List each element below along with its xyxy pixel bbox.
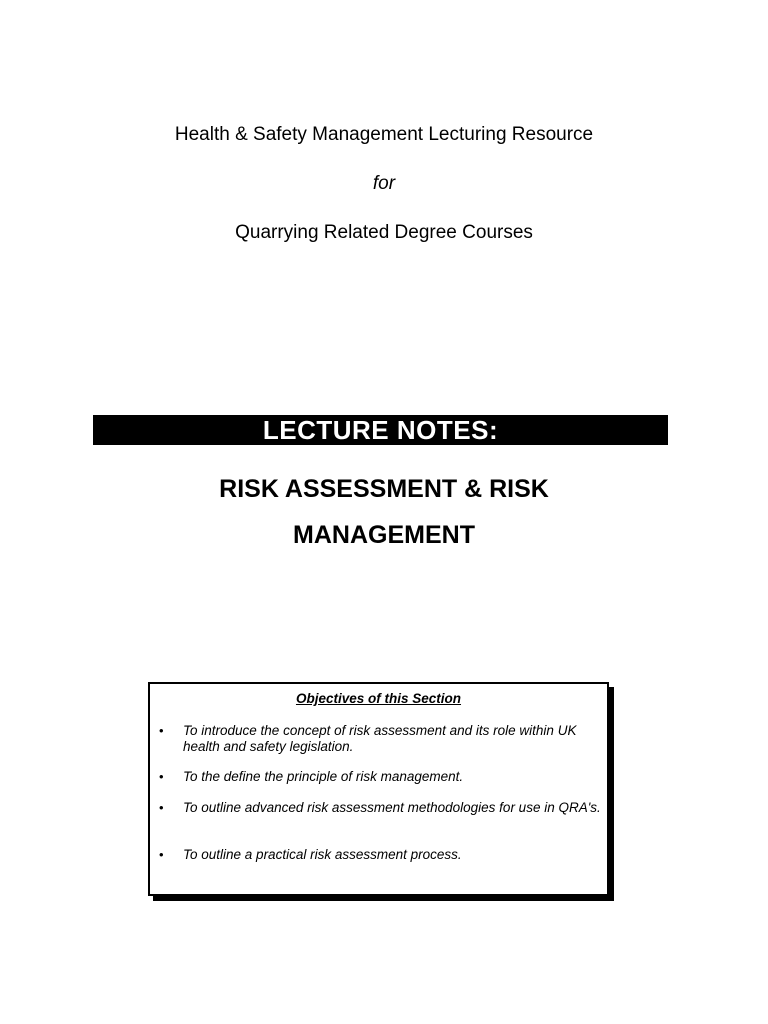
resource-title: Health & Safety Management Lecturing Resource [174, 124, 594, 145]
objectives-box [148, 682, 609, 896]
document-title-line-2: MANAGEMENT [293, 521, 475, 549]
objective-text: To introduce the concept of risk assessment and its role within UK health and safety legislation. [183, 723, 577, 754]
document-title-line-1: RISK ASSESSMENT & RISK [219, 475, 549, 503]
bullet-icon: • [159, 847, 164, 862]
lecture-notes-banner: LECTURE NOTES: [93, 415, 668, 445]
objective-text: To outline a practical risk assessment process. [183, 847, 462, 862]
objective-text: To the define the principle of risk management. [183, 769, 464, 784]
objectives-heading: Objectives of this Section [295, 691, 462, 706]
objective-text: To outline advanced risk assessment methodologies for use in QRA's. [183, 800, 601, 815]
bullet-icon: • [159, 800, 164, 815]
bullet-icon: • [159, 723, 164, 738]
resource-subtitle: Quarrying Related Degree Courses [235, 222, 533, 243]
bullet-icon: • [159, 769, 164, 784]
resource-connector: for [372, 173, 396, 194]
